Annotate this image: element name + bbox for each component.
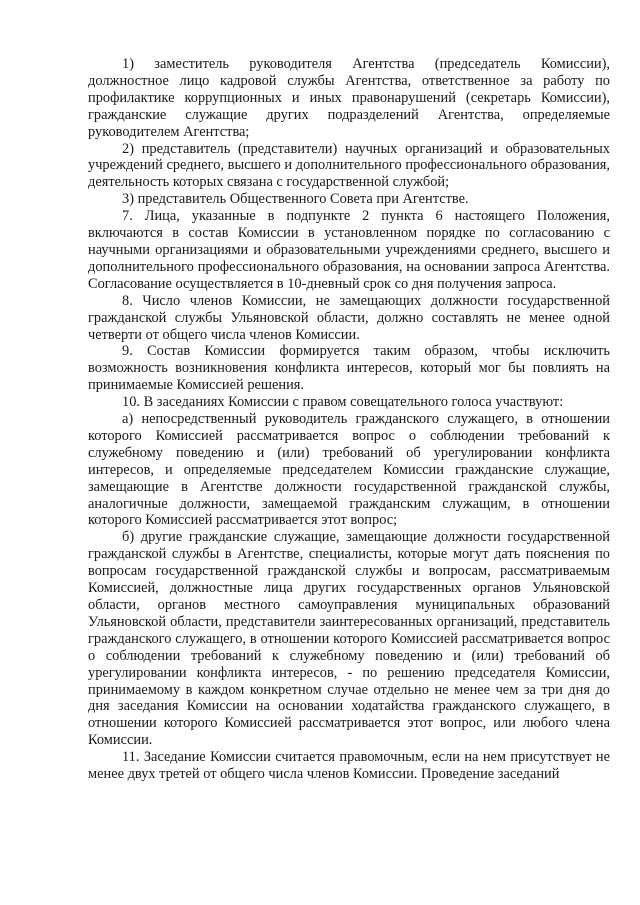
paragraph-9: б) другие гражданские служащие, замещающие должности государственной гражданской службы в Агентстве, специалисты, которые могут дать пояснения по вопросам государственной гражданской службы и вопросам, рассматриваемым Комиссией, должностные лица других государственных органов Ульяновской области, органов местного самоуправления муниципальных образований Ульяновской области, представители заинтересованных организаций, представитель гражданского служащего, в отношении которого Комиссией рассматривается вопрос о соблюдении требований к служебному поведению и (или) требований об урегулировании конфликта интересов, - по решению председателя Комиссии, принимаемому в каждом конкретном случае отдельно не менее чем за три дня до дня заседания Комиссии на основании ходатайства гражданского служащего, в отношении которого Комиссией рассматривается этот вопрос, или любого члена Комиссии. [88,529,610,749]
paragraph-1: 1) заместитель руководителя Агентства (председатель Комиссии), должностное лицо кадровой службы Агентства, ответственное за работу по профилактике коррупционных и иных правонарушений (секретарь Комиссии), гражданские служащие других подразделений Агентства, определяемые руководителем Агентства; [88,56,610,140]
paragraph-5: 8. Число членов Комиссии, не замещающих должности государственной гражданской службы Ульяновской области, должно составлять не менее одной четверти от общего числа членов Комиссии. [88,292,610,343]
paragraph-10: 11. Заседание Комиссии считается правомочным, если на нем присутствует не менее двух третей от общего числа членов Комиссии. Проведение заседаний [88,749,610,783]
paragraph-2: 2) представитель (представители) научных организаций и образовательных учреждений среднего, высшего и дополнительного профессионального образования, деятельность которых связана с государственной службой; [88,140,610,191]
paragraph-3: 3) представитель Общественного Совета при Агентстве. [122,191,469,208]
document-page [88,56,610,783]
paragraph-7: 10. В заседаниях Комиссии с правом совещательного голоса участвуют: [122,394,564,411]
paragraph-8: а) непосредственный руководитель гражданского служащего, в отношении которого Комиссией рассматривается вопрос о соблюдении требований к служебному поведению и (или) требований об урегулировании конфликта интересов, и определяемые председателем Комиссии гражданские служащие, замещающие в Агентстве должности государственной гражданской службы, аналогичные должности, замещаемой гражданским служащим, в отношении которого Комиссией рассматривается этот вопрос; [88,411,610,529]
paragraph-6: 9. Состав Комиссии формируется таким образом, чтобы исключить возможность возникновения конфликта интересов, который мог бы повлиять на принимаемые Комиссией решения. [88,343,610,394]
paragraph-4: 7. Лица, указанные в подпункте 2 пункта 6 настоящего Положения, включаются в состав Комиссии в установленном порядке по согласованию с научными организациями и образовательными учреждениями среднего, высшего и дополнительного профессионального образования, на основании запроса Агентства. Согласование осуществляется в 10-дневный срок со дня получения запроса. [88,208,610,292]
